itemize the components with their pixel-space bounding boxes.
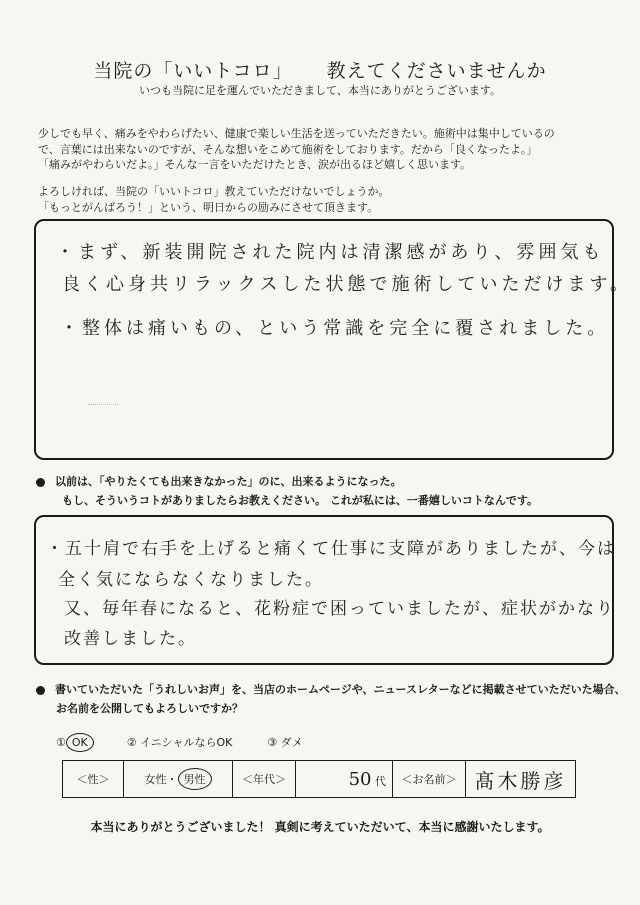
request-paragraph (38, 184, 618, 215)
page-title (0, 56, 640, 83)
title-left: 当院の「いいトコロ」 (93, 60, 293, 82)
handwritten-line: 改善しました。 (64, 629, 197, 649)
handwritten-line: ・五十肩で右手を上げると痛くて仕事に支障がありましたが、今は (46, 539, 616, 559)
question-line: 書いていただいた「うれしいお声」を、当店のホームページや、ニュースレターなどに掲載させていただいた場合、 (55, 683, 626, 696)
handwritten-line: 良く心身共リラックスした状態で施術していただけます。 (62, 274, 633, 295)
option-2[interactable]: ② イニシャルならOK (126, 736, 233, 749)
option-1-label-circled: OK (66, 733, 94, 752)
question-line: もし、そういうコトがありましたらお教えください。 これが私には、一番嬉しいコトなんです。 (62, 494, 538, 507)
option-1[interactable]: ① OK (56, 736, 94, 749)
handwritten-line: ・整体は痛いもの、という常識を完全に覆されました。 (60, 318, 610, 339)
age-label: ＜年代＞ (233, 761, 296, 798)
option-3[interactable]: ③ ダメ (267, 736, 303, 749)
intro-line: 少しでも早く、痛みをやわらげたい、健康で楽しい生活を送っていただきたい。施術中は集中しているの (38, 127, 555, 140)
footer-thanks: 本当にありがとうございました！ 真剣に考えていただいて、本当に感謝いたします。 (90, 820, 550, 834)
faint-mark (88, 404, 118, 407)
name-value: 髙木勝彦 (474, 768, 567, 793)
age-suffix: 代 (375, 774, 386, 788)
question-line: 以前は、「やりたくても出来きなかった」のに、出来るようになった。 (55, 475, 402, 488)
sex-label: ＜性＞ (63, 761, 124, 798)
question-before-after (36, 472, 626, 510)
handwritten-line: 又、毎年春になると、花粉症で困っていましたが、症状がかなり (64, 599, 615, 619)
title-right: 教えてくださいませんか (326, 60, 547, 82)
bullet-icon (36, 686, 45, 695)
bullet-icon (36, 478, 45, 487)
intro-line: で、言葉には出来ないのですが、そんな想いをこめて施術をしております。だから「良くなったよ。」 (38, 142, 538, 156)
intro-line: 「痛みがやわらいだよ。」そんな一言をいただけたとき、涙が出るほど嬉しく思います。 (38, 158, 472, 171)
intro-paragraph (38, 126, 618, 173)
male-option-circled: 男性 (178, 768, 212, 790)
name-field[interactable] (466, 761, 576, 798)
publish-options (56, 733, 303, 752)
sex-field[interactable]: 女性・ 男性 (124, 761, 233, 798)
subtitle: いつも当院に足を運んでいただきまして、本当にありがとうございます。 (139, 84, 501, 97)
respondent-info-table (62, 760, 576, 798)
question-publish-name (36, 680, 636, 718)
age-field[interactable] (296, 761, 393, 798)
age-value: 50 (348, 768, 372, 790)
handwritten-line: ・まず、新装開院された院内は清潔感があり、雰囲気も (56, 242, 605, 263)
request-line: よろしければ、当院の「いいトコロ」教えていただけないでしょうか。 (38, 185, 390, 198)
request-line: 「もっとがんばろう！」という、明日からの励みにさせて頂きます。 (38, 200, 379, 214)
female-option: 女性 (144, 773, 167, 786)
handwritten-line: 全く気にならなくなりました。 (58, 570, 324, 590)
question-line: お名前を公開してもよろしいですか？ (56, 702, 243, 715)
name-label: ＜お名前＞ (393, 761, 466, 798)
